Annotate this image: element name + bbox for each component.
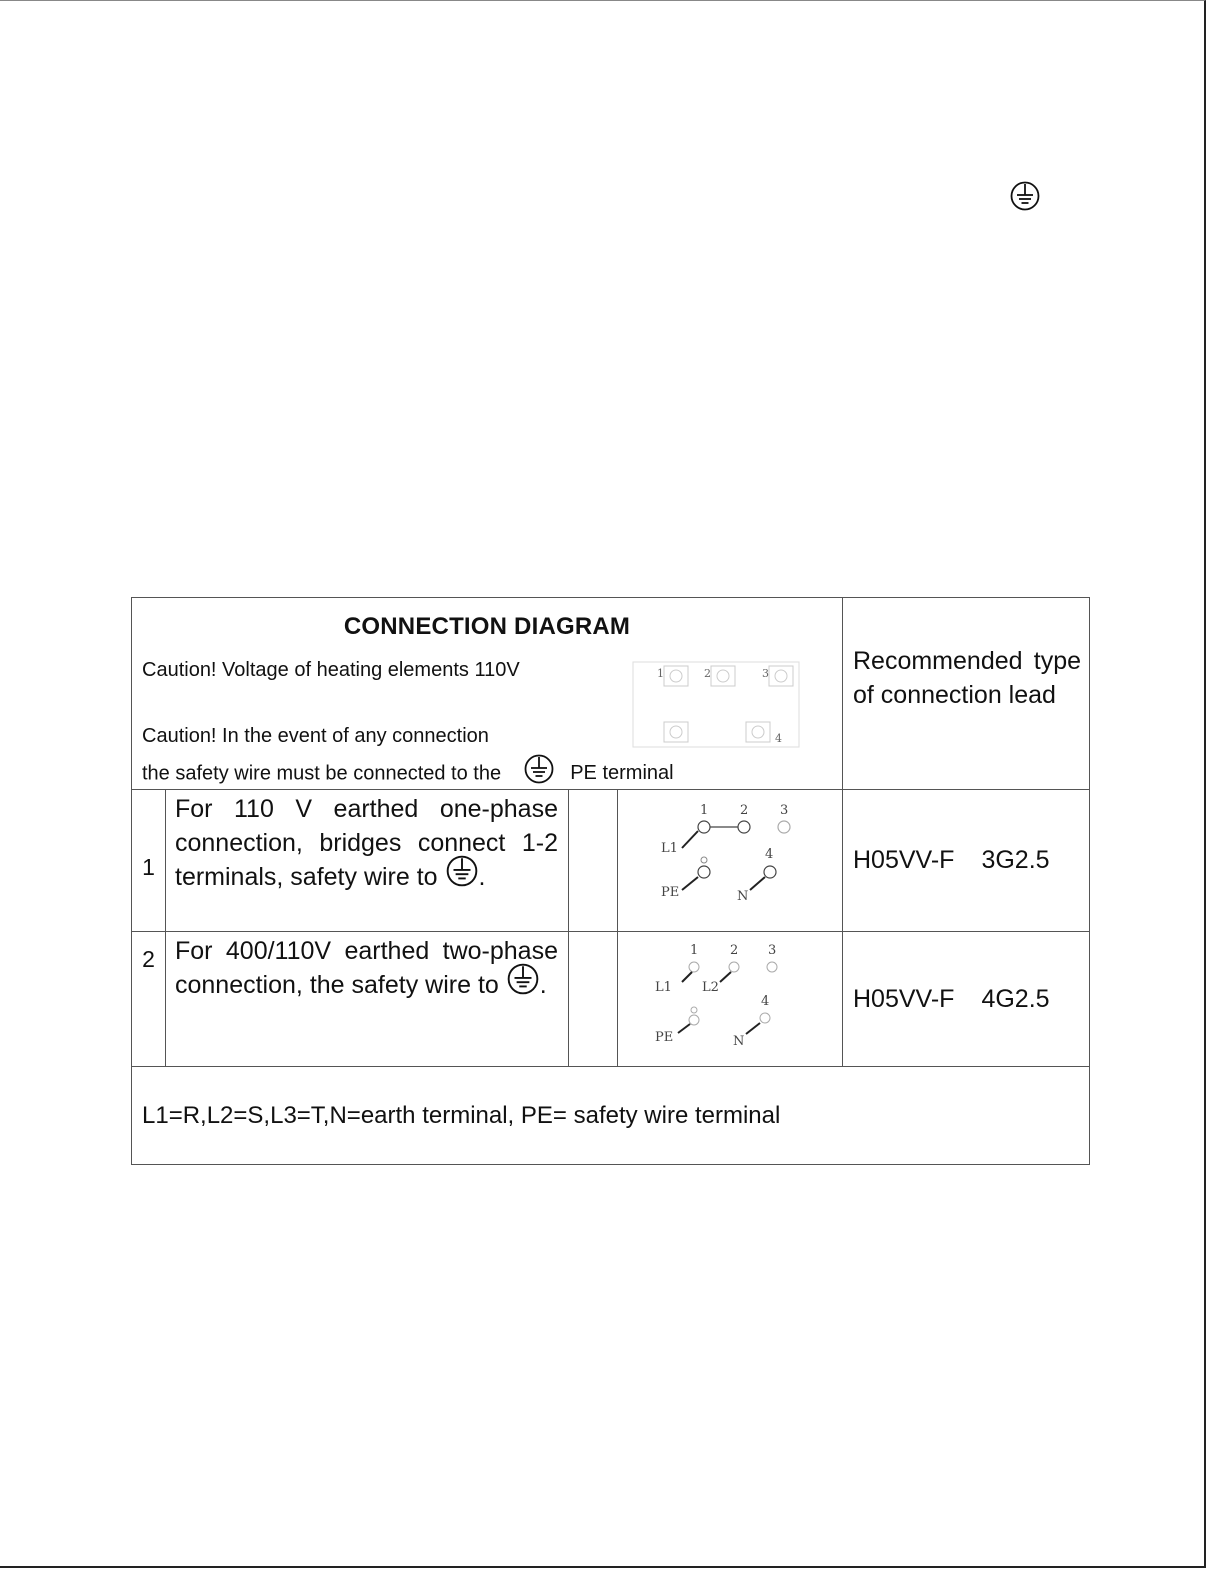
wiring-diagram-cell [618, 932, 843, 1067]
terminal-label-2: 2 [730, 943, 739, 958]
terminal-label-3: 3 [762, 667, 769, 680]
lead-type: H05VV-F [853, 984, 955, 1013]
earth-ground-icon [523, 753, 555, 791]
l1-label: L1 [661, 841, 678, 856]
n-label: N [737, 889, 749, 904]
terminal-label-4: 4 [761, 994, 770, 1009]
row-description [166, 790, 569, 932]
row-number: 1 [132, 790, 166, 932]
terminal-label-4: 4 [775, 732, 782, 745]
lead-type-cell [843, 790, 1090, 932]
connection-header-cell [132, 598, 843, 790]
terminal-label-2: 2 [740, 803, 749, 818]
terminal-label-1: 1 [657, 667, 664, 680]
caution-event: Caution! In the event of any connection [142, 725, 489, 747]
lead-type-cell [843, 932, 1090, 1067]
row-description-text: For 400/110V earthed two-phase connection, the safety wire to [175, 937, 558, 1000]
pe-label: PE [661, 885, 680, 900]
pe-terminal-label: PE terminal [570, 762, 674, 785]
lead-type: H05VV-F [853, 846, 955, 874]
terminal-label-4: 4 [765, 847, 774, 862]
connection-table [131, 597, 1090, 1165]
l2-label: L2 [702, 980, 719, 995]
row-description-end: . [539, 971, 547, 1000]
recommended-lead-header: Recommended type of connection lead [843, 598, 1090, 790]
row-description-end: . [478, 863, 486, 892]
empty-cell [569, 790, 618, 932]
terminal-label-3: 3 [768, 943, 777, 958]
earth-ground-icon [445, 854, 479, 897]
row-number: 2 [132, 932, 166, 1067]
one-phase-wiring-diagram [618, 790, 843, 926]
terminal-label-1: 1 [700, 803, 709, 818]
terminal-label-3: 3 [780, 803, 789, 818]
terminal-block-diagram [629, 656, 804, 752]
empty-cell [569, 932, 618, 1067]
terminal-legend: L1=R,L2=S,L3=T,N=earth terminal, PE= safety wire terminal [132, 1067, 1090, 1165]
row-description [166, 932, 569, 1067]
terminal-label-2: 2 [704, 667, 711, 680]
pe-label: PE [655, 1030, 674, 1045]
row-description-text: For 110 V earthed one-phase connection, bridges connect 1-2 terminals, safety wire to [175, 795, 558, 892]
l1-label: L1 [655, 980, 672, 995]
lead-code: 4G2.5 [981, 984, 1050, 1013]
terminal-label-1: 1 [690, 943, 699, 958]
caution-voltage: Caution! Voltage of heating elements 110V [142, 659, 520, 681]
connection-title: CONNECTION DIAGRAM [343, 613, 631, 640]
n-label: N [733, 1034, 745, 1049]
wiring-diagram-cell [618, 790, 843, 932]
two-phase-wiring-diagram [618, 932, 843, 1061]
earth-ground-icon [1009, 180, 1041, 217]
caution-safety-line [142, 757, 674, 791]
earth-ground-icon [506, 962, 540, 1005]
lead-code: 3G2.5 [981, 846, 1050, 874]
caution-safety: the safety wire must be connected to the [142, 762, 502, 785]
